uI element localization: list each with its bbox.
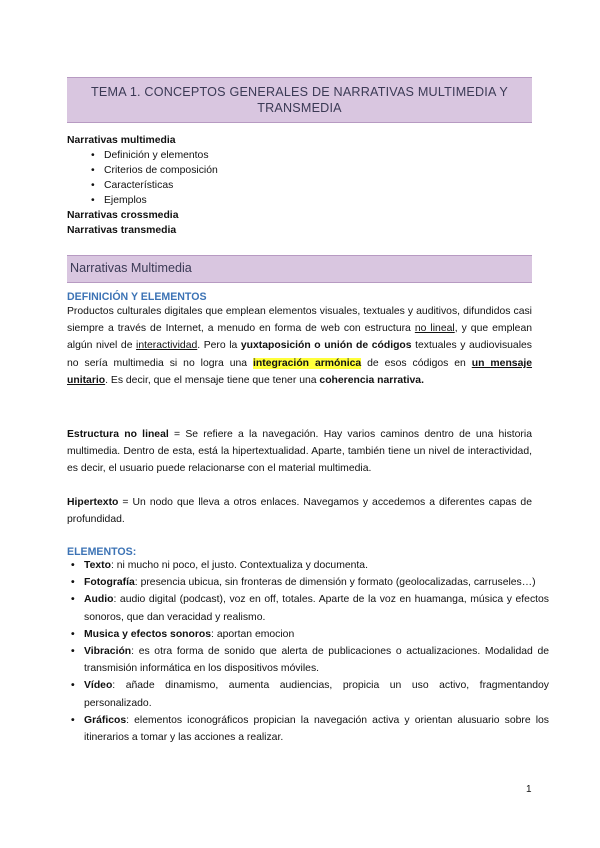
section-header [67,255,532,283]
item-text: : aportan emocion [211,628,295,640]
underlined-term: interactividad [136,340,198,352]
list-item [84,712,549,746]
title-line-2: TRANSMEDIA [257,101,342,115]
highlighted-term: integración armónica [253,357,362,369]
elements-list [67,557,549,746]
toc-transmedia: Narrativas transmedia [67,225,177,236]
list-item [84,557,549,574]
toc-item: • Definición y elementos [104,148,537,163]
underlined-bold-term: un mensaje unitario [67,357,533,386]
text-run: Productos culturales digitales que emplean elementos visuales, textuales y auditivos, difundidos casi siempre a través de Internet, a menudo en forma de web con estructura [67,306,532,335]
item-label: Audio [84,594,114,606]
list-item [84,591,549,625]
hipertexto-paragraph [67,494,532,528]
item-label: Fotografía [84,577,135,589]
list-item [84,677,549,711]
item-text: : es otra forma de sonido que alerta de publicaciones o actualizaciones. Modalidad de transmisión informática en los dispositivos móviles. [84,646,549,675]
page-number: 1 [526,784,532,795]
text-run: de esos códigos en [361,357,472,369]
definition-heading: DEFINICIÓN Y ELEMENTOS [67,291,207,303]
toc-item: • Ejemplos [104,193,537,208]
bold-term: coherencia narrativa. [319,374,424,386]
elements-heading: ELEMENTOS: [67,546,137,558]
item-text: : presencia ubicua, sin fronteras de dimensión y formato (geolocalizadas, carruseles…) [134,577,536,589]
toc-item: • Características [104,178,537,193]
item-text: : añade dinamismo, aumenta audiencias, propicia un uso activo, fragmentandoy personalizado. [84,680,549,709]
section-title: Narrativas Multimedia [70,261,192,275]
definition-paragraph [67,303,532,389]
list-item [84,574,549,591]
table-of-contents [67,133,537,238]
estructura-paragraph [67,426,532,478]
toc-sublist [67,148,537,208]
text-run: textuales y audiovisuales no sería multimedia si no logra una [67,340,532,369]
text-run: , y que emplean algún nivel de [67,323,533,352]
toc-multimedia: Narrativas multimedia [67,135,176,146]
text-run: = Un nodo que lleva a otros enlaces. Navegamos y accedemos a diferentes capas de profundidad. [67,497,532,526]
list-item [84,626,549,643]
text-run: . Es decir, que el mensaje tiene que tener una [105,374,320,386]
item-text: : ni mucho ni poco, el justo. Contextualiza y documenta. [110,560,368,571]
text-run: . Pero la [197,340,241,352]
toc-item: • Criterios de composición [104,163,537,178]
item-label: Vídeo [84,680,113,692]
title-line-1: TEMA 1. CONCEPTOS GENERALES DE NARRATIVAS MULTIMEDIA Y [91,85,508,99]
toc-crossmedia: Narrativas crossmedia [67,210,179,221]
term-label: Estructura no lineal [67,429,169,440]
document-title [67,84,532,116]
item-label: Texto [84,560,111,571]
item-text: : elementos iconográficos propician la navegación activa y orientan alusuario sobre los itinerarios a tomar y las acciones a realizar. [84,714,549,744]
list-item [84,643,549,677]
bold-term: yuxtaposición o unión de códigos [240,340,412,352]
item-text: : audio digital (podcast), voz en off, totales. Aparte de la voz en huamanga, música y efectos sonoros, que dan veracidad y realismo. [84,594,549,623]
document-title-box [67,77,532,123]
item-label: Gráficos [84,714,127,726]
item-label: Vibración [84,646,132,658]
item-label: Musica y efectos sonoros [84,628,212,640]
term-label: Hipertexto [67,497,119,508]
underlined-term: no lineal [414,323,455,335]
text-run: = Se refiere a la navegación. Hay varios caminos dentro de una historia multimedia. Dentro de esta, está la hipertextualidad. Aparte, también tiene un nivel de interactividad, es decir, el usuario puede relacionarse con el material multimedia. [67,429,532,475]
